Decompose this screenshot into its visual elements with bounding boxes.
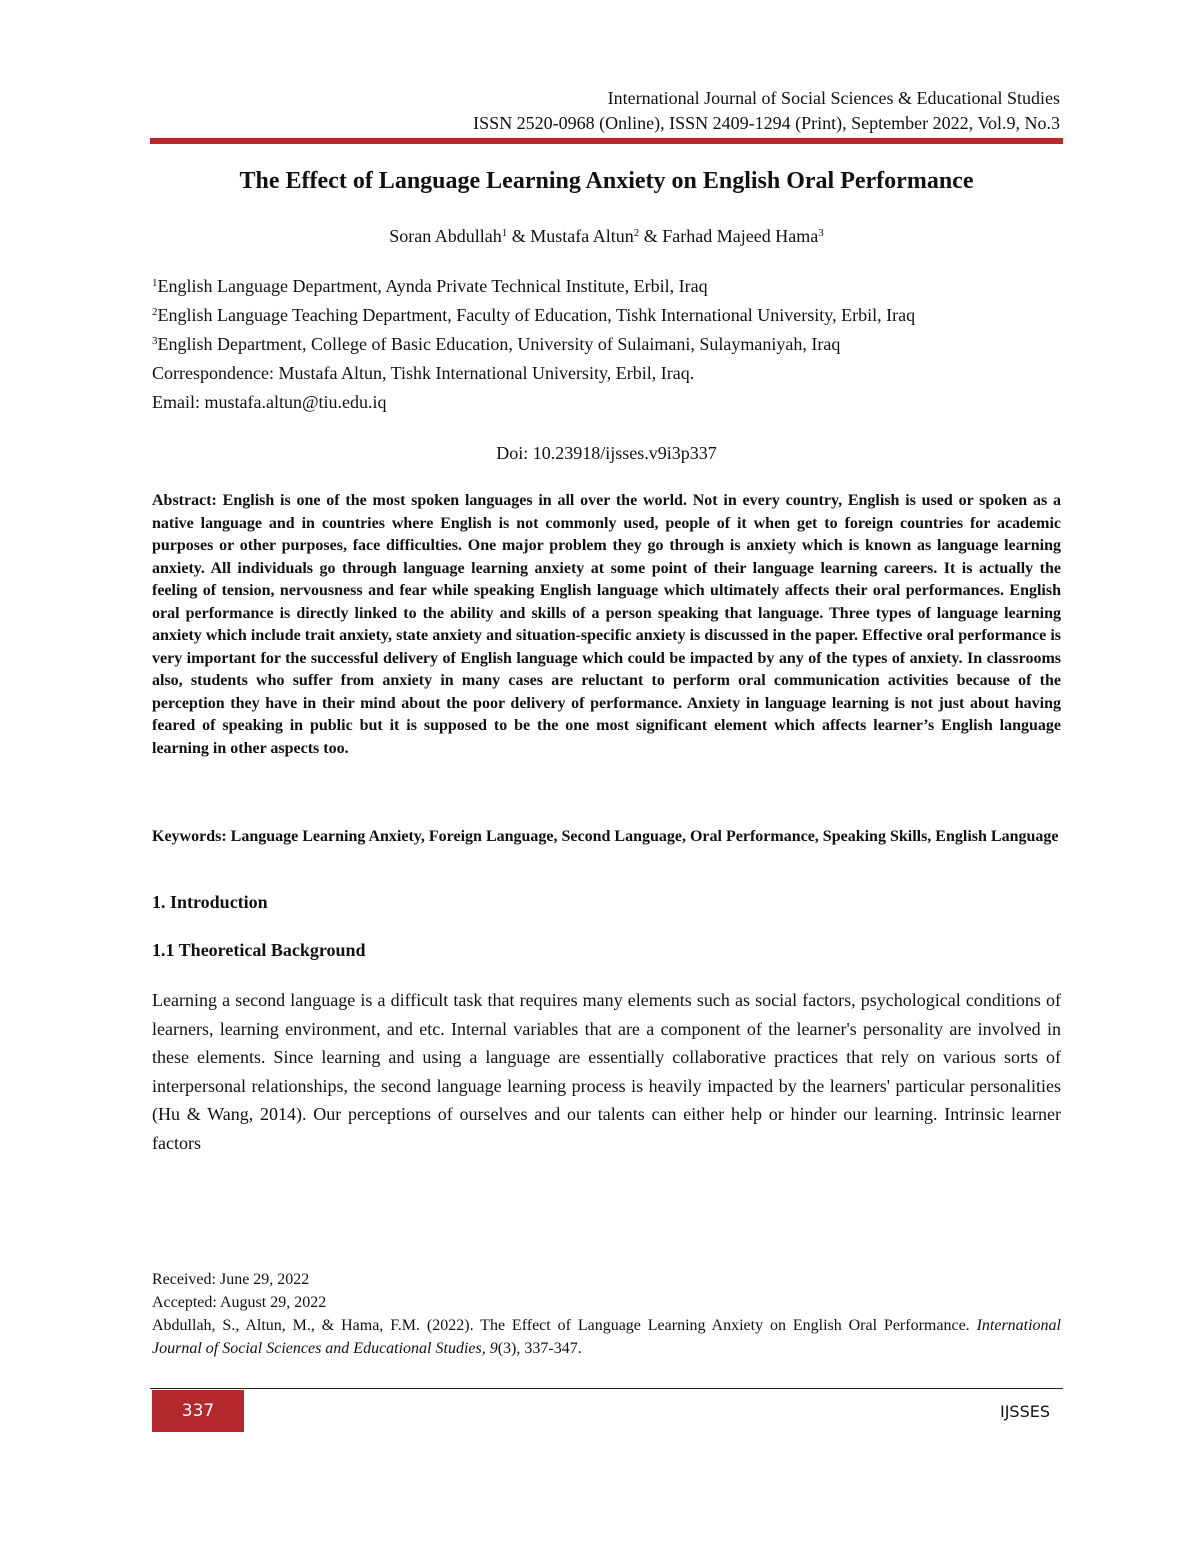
keywords [152, 826, 1061, 849]
citation-end: (3), 337-347. [497, 1340, 582, 1357]
affiliation-mark: 1 [152, 277, 158, 289]
author-name: Mustafa Altun [530, 226, 634, 246]
header-rule [150, 138, 1063, 144]
accepted-date: Accepted: August 29, 2022 [152, 1294, 327, 1311]
abstract-text: English is one of the most spoken languages in all over the world. Not in every country, English is used or spoken as a native language and in countries where English is not commonly used, people of it when get to foreign countries for academic purposes or other purposes, face difficulties. One major problem they go through is anxiety which is known as language learning anxiety. All individuals go through language learning anxiety at some point of their language learning careers. It is actually the feeling of tension, nervousness and fear while speaking English language which ultimately affects their oral performances. English oral performance is directly linked to the ability and skills of a person speaking that language. Three types of language learning anxiety which include trait anxiety, state anxiety and situation-specific anxiety is discussed in the paper. Effective oral performance is very important for the successful delivery of English language which could be impacted by any of the types of anxiety. In classrooms also, students who suffer from anxiety in many cases are reluctant to perform oral communication activities because of the perception they have in their mind about the poor delivery of performance. Anxiety in language learning is not just about having feared of speaking in public but it is supposed to be the one most significant element which affects learner’s English language learning in other aspects too. [152, 492, 1062, 757]
affiliations [152, 272, 1065, 417]
issn-line: ISSN 2520-0968 (Online), ISSN 2409-1294 (Print), September 2022, Vol.9, No.3 [473, 113, 1060, 133]
article-footnotes [152, 1268, 1061, 1360]
body-paragraph: Learning a second language is a difficult task that requires many elements such as social factors, psychological conditions of learners, learning environment, and etc. Internal variables that are a component of the learner's personality are involved in these elements. Since learning and using a language are essentially collaborative practices that rely on various sorts of interpersonal relationships, the second language learning process is heavily impacted by the learners' particular personalities (Hu & Wang, 2014). Our perceptions of ourselves and our talents can either help or hinder our learning. Intrinsic learner factors [152, 990, 1061, 1153]
affiliation-mark: 3 [152, 335, 158, 347]
affiliation-text: English Language Department, Aynda Private Technical Institute, Erbil, Iraq [157, 276, 708, 296]
affiliation [152, 330, 1065, 359]
journal-abbreviation: IJSSES [999, 1402, 1050, 1421]
author-mark: 2 [633, 227, 640, 239]
affiliation [152, 272, 1065, 301]
abstract-label: Abstract: [152, 492, 217, 509]
author-mark: 1 [501, 227, 508, 239]
citation-journal: International Journal of Social Sciences and Educational Studies, 9 [152, 1317, 1061, 1357]
keywords-text: Language Learning Anxiety, Foreign Language, Second Language, Oral Performance, Speaking Skills, English Language [230, 828, 1059, 845]
affiliation-text: English Department, College of Basic Education, University of Sulaimani, Sulaymaniyah, Iraq [157, 334, 841, 354]
affiliation-text: English Language Teaching Department, Faculty of Education, Tishk International University, Erbil, Iraq [157, 305, 916, 325]
page-number: 337 [152, 1390, 244, 1432]
email: Email: mustafa.altun@tiu.edu.iq [152, 392, 387, 412]
author-name: Farhad Majeed Hama [662, 226, 819, 246]
citation [152, 1314, 1061, 1360]
paper-title: The Effect of Language Learning Anxiety on English Oral Performance [239, 168, 974, 194]
subsection-heading-background: 1.1 Theoretical Background [152, 940, 366, 960]
author-separator: & [507, 226, 531, 246]
journal-name: International Journal of Social Sciences & Educational Studies [607, 88, 1060, 108]
author-line [150, 226, 1063, 247]
keywords-label: Keywords: [152, 828, 227, 845]
author-name: Soran Abdullah [389, 226, 502, 246]
abstract [152, 490, 1061, 760]
affiliation-mark: 2 [152, 306, 158, 318]
citation-start: Abdullah, S., Altun, M., & Hama, F.M. (2022). The Effect of Language Learning Anxiety on English Oral Performance. [152, 1317, 977, 1334]
received-date: Received: June 29, 2022 [152, 1271, 310, 1288]
author-separator: & [639, 226, 663, 246]
affiliation [152, 301, 1065, 330]
running-header [260, 86, 1060, 136]
doi: Doi: 10.23918/ijsses.v9i3p337 [496, 443, 717, 463]
author-mark: 3 [818, 227, 824, 239]
correspondence: Correspondence: Mustafa Altun, Tishk International University, Erbil, Iraq. [152, 363, 695, 383]
footer-rule [150, 1388, 1063, 1389]
section-heading-introduction: 1. Introduction [152, 892, 268, 912]
